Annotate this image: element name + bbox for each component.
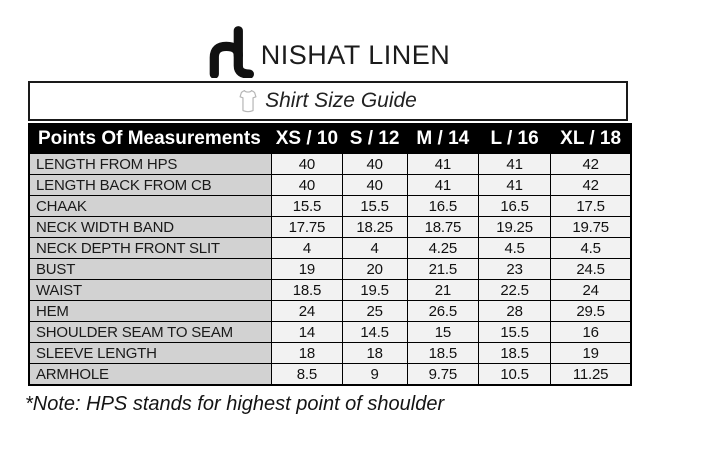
row-label-cell: NECK WIDTH BAND — [29, 217, 272, 238]
value-cell: 23 — [478, 259, 550, 280]
size-table-header-row — [29, 124, 631, 154]
value-cell: 40 — [272, 175, 342, 196]
value-cell: 10.5 — [478, 364, 550, 386]
row-label-cell: LENGTH FROM HPS — [29, 154, 272, 175]
value-cell: 15.5 — [478, 322, 550, 343]
value-cell: 18.75 — [407, 217, 478, 238]
value-cell: 18.5 — [407, 343, 478, 364]
value-cell: 9.75 — [407, 364, 478, 386]
table-row — [29, 259, 631, 280]
value-cell: 14.5 — [342, 322, 407, 343]
value-cell: 18.25 — [342, 217, 407, 238]
value-cell: 41 — [478, 154, 550, 175]
value-cell: 4.25 — [407, 238, 478, 259]
header-cell-size-3: L / 16 — [478, 124, 550, 154]
value-cell: 17.5 — [551, 196, 631, 217]
value-cell: 15.5 — [272, 196, 342, 217]
value-cell: 19.25 — [478, 217, 550, 238]
value-cell: 18 — [342, 343, 407, 364]
row-label-cell: WAIST — [29, 280, 272, 301]
value-cell: 29.5 — [551, 301, 631, 322]
header-cell-size-0: XS / 10 — [272, 124, 342, 154]
table-row — [29, 238, 631, 259]
value-cell: 19 — [272, 259, 342, 280]
value-cell: 41 — [407, 175, 478, 196]
table-row — [29, 301, 631, 322]
value-cell: 4.5 — [478, 238, 550, 259]
size-table — [28, 123, 632, 386]
value-cell: 21 — [407, 280, 478, 301]
value-cell: 11.25 — [551, 364, 631, 386]
table-row — [29, 196, 631, 217]
value-cell: 19 — [551, 343, 631, 364]
value-cell: 25 — [342, 301, 407, 322]
size-table-body — [29, 154, 631, 386]
size-guide-title: Shirt Size Guide — [265, 89, 417, 112]
table-row — [29, 175, 631, 196]
table-row — [29, 364, 631, 386]
value-cell: 22.5 — [478, 280, 550, 301]
value-cell: 28 — [478, 301, 550, 322]
value-cell: 18.5 — [272, 280, 342, 301]
row-label-cell: LENGTH BACK FROM CB — [29, 175, 272, 196]
value-cell: 41 — [407, 154, 478, 175]
size-guide-banner — [28, 81, 628, 121]
row-label-cell: SLEEVE LENGTH — [29, 343, 272, 364]
value-cell: 4.5 — [551, 238, 631, 259]
table-row — [29, 322, 631, 343]
value-cell: 24.5 — [551, 259, 631, 280]
value-cell: 16.5 — [407, 196, 478, 217]
header-cell-size-2: M / 14 — [407, 124, 478, 154]
nl-monogram-icon — [206, 24, 254, 83]
header-cell-measurements: Points Of Measurements — [29, 124, 272, 154]
value-cell: 16.5 — [478, 196, 550, 217]
value-cell: 4 — [342, 238, 407, 259]
value-cell: 24 — [272, 301, 342, 322]
table-row — [29, 217, 631, 238]
row-label-cell: CHAAK — [29, 196, 272, 217]
header-cell-size-4: XL / 18 — [551, 124, 631, 154]
value-cell: 42 — [551, 175, 631, 196]
row-label-cell: HEM — [29, 301, 272, 322]
value-cell: 26.5 — [407, 301, 478, 322]
value-cell: 15 — [407, 322, 478, 343]
value-cell: 8.5 — [272, 364, 342, 386]
table-row — [29, 343, 631, 364]
value-cell: 16 — [551, 322, 631, 343]
value-cell: 41 — [478, 175, 550, 196]
value-cell: 19.5 — [342, 280, 407, 301]
value-cell: 42 — [551, 154, 631, 175]
value-cell: 18 — [272, 343, 342, 364]
value-cell: 40 — [342, 154, 407, 175]
value-cell: 18.5 — [478, 343, 550, 364]
table-row — [29, 154, 631, 175]
value-cell: 40 — [272, 154, 342, 175]
value-cell: 40 — [342, 175, 407, 196]
row-label-cell: NECK DEPTH FRONT SLIT — [29, 238, 272, 259]
hps-footnote: *Note: HPS stands for highest point of shoulder — [25, 393, 445, 415]
header-cell-size-1: S / 12 — [342, 124, 407, 154]
table-row — [29, 280, 631, 301]
value-cell: 21.5 — [407, 259, 478, 280]
value-cell: 4 — [272, 238, 342, 259]
value-cell: 9 — [342, 364, 407, 386]
value-cell: 17.75 — [272, 217, 342, 238]
shirt-icon — [239, 89, 257, 113]
value-cell: 14 — [272, 322, 342, 343]
value-cell: 15.5 — [342, 196, 407, 217]
row-label-cell: SHOULDER SEAM TO SEAM — [29, 322, 272, 343]
value-cell: 24 — [551, 280, 631, 301]
brand-logo — [28, 24, 628, 78]
row-label-cell: ARMHOLE — [29, 364, 272, 386]
value-cell: 20 — [342, 259, 407, 280]
brand-name: NISHAT LINEN — [260, 40, 451, 70]
row-label-cell: BUST — [29, 259, 272, 280]
value-cell: 19.75 — [551, 217, 631, 238]
